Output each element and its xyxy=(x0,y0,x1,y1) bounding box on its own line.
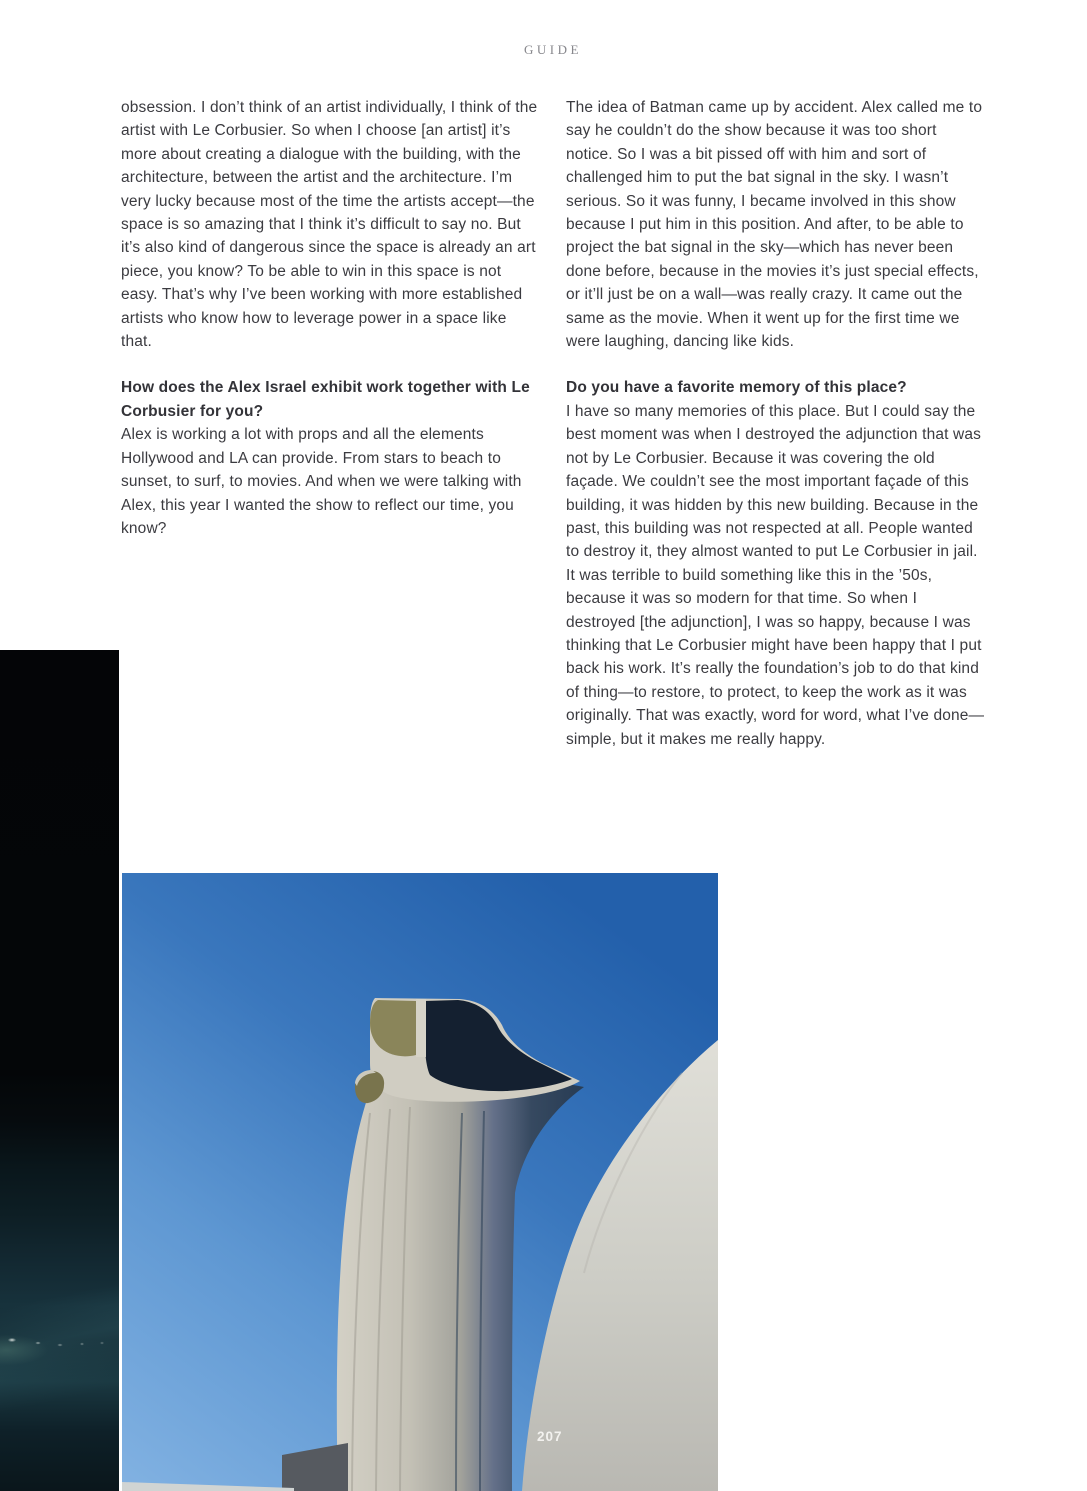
building-photo xyxy=(122,873,718,1491)
interview-question: Do you have a favorite memory of this place? xyxy=(566,379,907,397)
page-number: 207 xyxy=(537,1429,563,1444)
page-header xyxy=(121,42,985,58)
guide-label: GUIDE xyxy=(524,42,582,57)
interview-paragraph: The idea of Batman came up by accident. Alex called me to say he couldn’t do the show because it was too short notice. So I was a bit pissed off with him and sort of challenged him to put the bat signal in the sky. I wasn’t serious. So it was funny, I became involved in this show because I put him in this position. And after, to be able to project the bat signal in the sky—which has never been done before, because in the movies it’s just special effects, or it’ll just be on a wall—was really crazy. It came out the same as the movie. When it went up for the first time we were laughing, dancing like kids. xyxy=(566,99,983,351)
interview-answer: Alex is working a lot with props and all the elements Hollywood and LA can provide. From stars to beach to sunset, to surf, to movies. And when we were talking with Alex, this year I wanted the show to reflect our time, you know? xyxy=(121,426,522,537)
building-photo-illustration xyxy=(122,873,718,1491)
night-photo-strip xyxy=(0,650,119,1491)
right-column xyxy=(566,96,985,751)
interview-answer: I have so many memories of this place. But I could say the best moment was when I destroyed the adjunction that was not by Le Corbusier. Because it was covering the old façade. We couldn’t see the most important façade of this building, it was hidden by this new building. Because in the past, this building was not respected at all. People wanted to destroy it, they almost wanted to put Le Corbusier in jail. It was terrible to build something like this in the ’50s, because it was so modern for that time. So when I destroyed [the adjunction], I was so happy, because I was thinking that Le Corbusier might have been happy that I put back his work. It’s really the foundation’s job to do that kind of thing—to restore, to protect, to keep the work as it was originally. That was exactly, word for word, what I’ve done—simple, but it makes me really happy. xyxy=(566,402,985,748)
interview-question: How does the Alex Israel exhibit work together with Le Corbusier for you? xyxy=(121,379,530,420)
left-column xyxy=(121,96,540,540)
interview-paragraph: obsession. I don’t think of an artist individually, I think of the artist with Le Corbusier. So when I choose [an artist] it’s more about creating a dialogue with the building, with the architecture, between the artist and the architecture. I’m very lucky because most of the time the artists accept—the space is so amazing that I think it’s difficult to say no. But it’s also kind of dangerous since the space is already an art piece, you know? To be able to win in this space is not easy. That’s why I’ve been working with more established artists who know how to leverage power in a space like that. xyxy=(121,99,538,351)
